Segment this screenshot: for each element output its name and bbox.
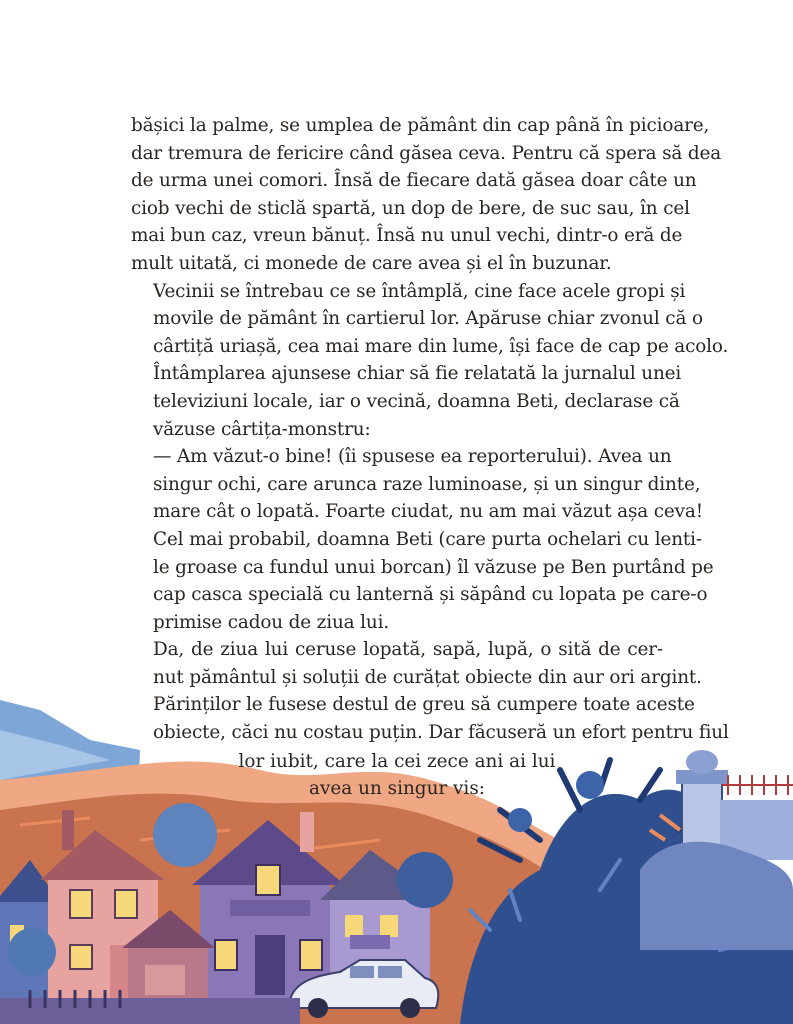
text-line: dar tremura de fericire când găsea ceva. Pentru că spera să dea [131, 142, 722, 164]
text-line: movile de pământ în cartierul lor. Apăruse chiar zvonul că o [153, 308, 703, 330]
paragraph [131, 526, 714, 636]
text-line: Cel mai probabil, doamna Beti (care purta ochelari cu lenti- [153, 528, 702, 550]
closing-line-2: avea un singur vis: [309, 778, 485, 799]
text-line: Da, de ziua lui ceruse lopată, sapă, lupă, o sită de cer- [153, 639, 663, 661]
text-line: mult uitată, ci monede de care avea și el în buzunar. [131, 252, 612, 274]
paragraph [131, 278, 729, 444]
text-line: primise cadou de ziua lui. [153, 611, 390, 633]
paragraph [131, 112, 722, 278]
text-line: Părinților le fusese destul de greu să cumpere toate aceste [153, 694, 695, 716]
text-line: Întâmplarea ajunsese chiar să fie relatată la jurnalul unei [153, 363, 682, 385]
text-line: cap casca specială cu lanternă și săpând cu lopata pe care-o [153, 584, 708, 606]
text-line: le groase ca fundul unui borcan) îl văzuse pe Ben purtând pe [153, 556, 714, 578]
text-line: nut pământul și soluții de curățat obiecte din aur ori argint. [153, 666, 702, 688]
text-line: televiziuni locale, iar o vecină, doamna Beti, declarase că [153, 390, 680, 412]
text-line: — Am văzut-o bine! (îi spusese ea reporterului). Avea un [153, 446, 672, 468]
story-text [131, 112, 729, 747]
paragraph [131, 636, 729, 746]
paragraph [131, 443, 703, 526]
text-line: mai bun caz, vreun bănuț. Însă nu unul vechi, dintr-o eră de [131, 225, 683, 247]
text-line: cârtiță uriașă, cea mai mare din lume, își face de cap pe acolo. [153, 335, 729, 357]
text-line: de urma unei comori. Însă de fiecare dată găsea doar câte un [131, 170, 697, 192]
text-line: obiecte, căci nu costau puțin. Dar făcuseră un efort pentru fiul [153, 722, 729, 744]
text-line: ciob vechi de sticlă spartă, un dop de bere, de suc sau, în cel [131, 197, 690, 219]
text-line: mare cât o lopată. Foarte ciudat, nu am mai văzut așa ceva! [153, 501, 703, 523]
text-line: Vecinii se întrebau ce se întâmplă, cine face acele gropi și [153, 280, 686, 302]
text-line: văzuse cârtița-monstru: [153, 418, 371, 440]
text-line: bășici la palme, se umplea de pământ din cap până în picioare, [131, 115, 710, 136]
closing-line-1: lor iubit, care la cei zece ani ai lui [238, 751, 556, 772]
text-line: singur ochi, care arunca raze luminoase, și un singur dinte, [153, 473, 701, 495]
